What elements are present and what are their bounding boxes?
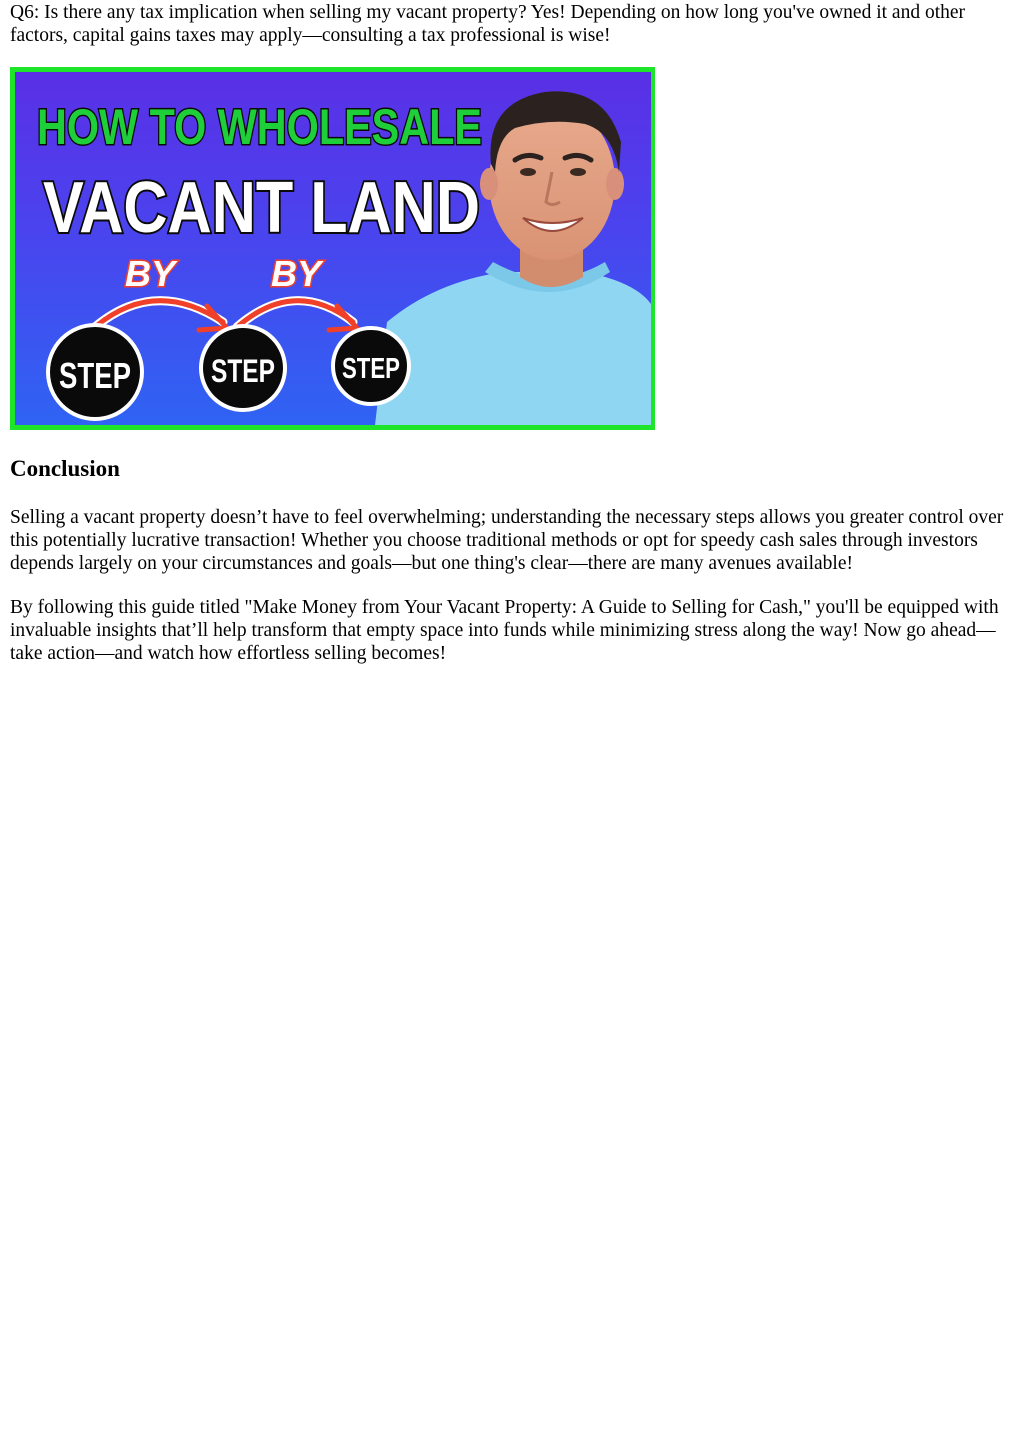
thumbnail-step-circle-2: [201, 326, 285, 410]
thumbnail-step-label-3: STEP: [342, 353, 400, 385]
thumbnail-arrow-1: [95, 301, 227, 330]
conclusion-paragraph-1: Selling a vacant property doesn’t have to feel overwhelming; understanding the necessary steps allows you greater control over this potentially lucrative transaction! Whether you choose traditional methods or opt for speedy cash sales through investors depends largely on your circumstances and goals—but one thing's clear—there are many avenues available!: [10, 507, 1004, 574]
conclusion-heading: Conclusion: [10, 456, 120, 481]
thumbnail-by-label-1: BY: [125, 253, 176, 294]
thumbnail-step-label-1: STEP: [59, 355, 131, 396]
article-content: [10, 0, 1010, 665]
thumbnail-arrow-2: [237, 301, 357, 330]
video-thumbnail-image: [10, 67, 655, 430]
thumbnail-by-label-2: BY: [271, 253, 322, 294]
thumbnail-step-label-2: STEP: [211, 353, 275, 389]
thumbnail-step-circle-1: [48, 325, 142, 419]
thumbnail-step-circle-3: [333, 328, 409, 404]
thumbnail-title-line1: HOW TO WHOLESALE: [37, 99, 482, 155]
conclusion-paragraph-2: By following this guide titled "Make Money from Your Vacant Property: A Guide to Selling for Cash," you'll be equipped with invaluable insights that’ll help transform that empty space into funds while minimizing stress along the way! Now go ahead—take action—and watch how effortless selling becomes!: [10, 597, 999, 664]
faq-q6-paragraph: Q6: Is there any tax implication when selling my vacant property? Yes! Depending on how long you've owned it and other factors, capital gains taxes may apply—consulting a tax professional is wise!: [10, 2, 966, 46]
thumbnail-title-line2: VACANT LAND: [43, 168, 480, 248]
